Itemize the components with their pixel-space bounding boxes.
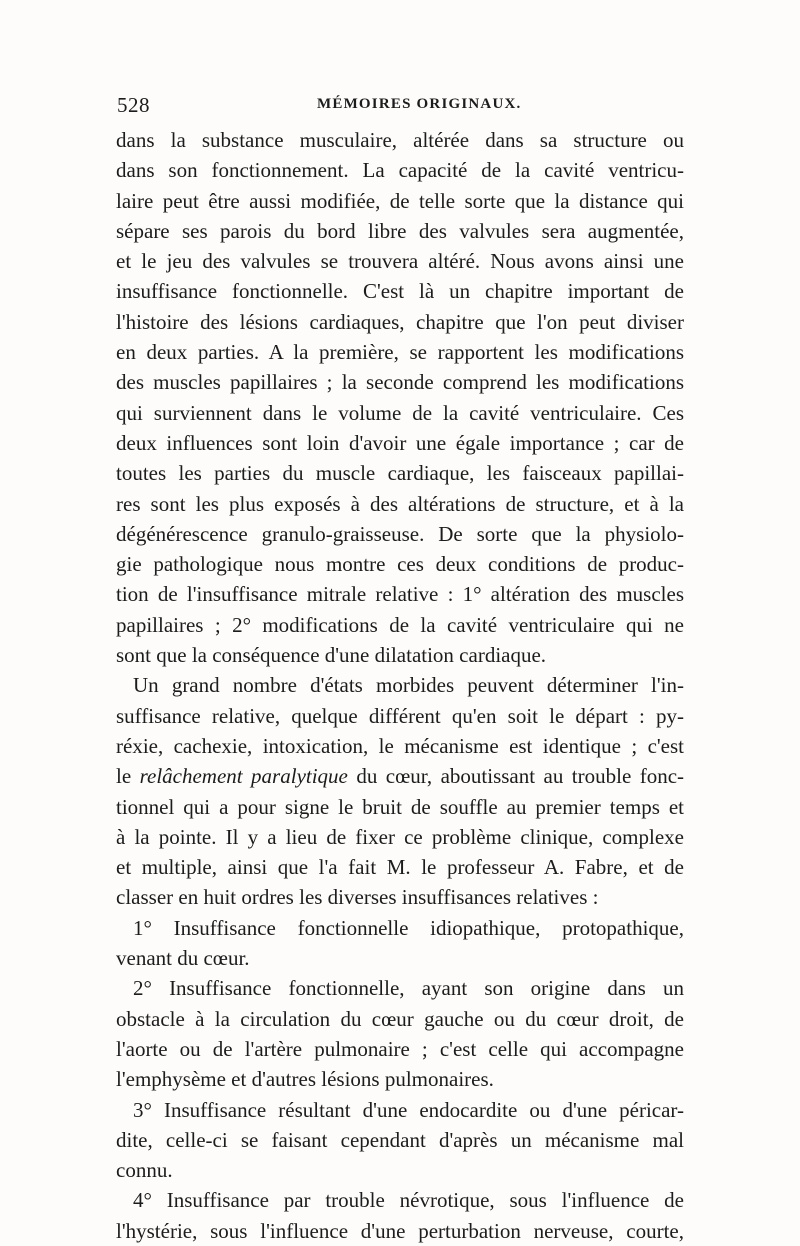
text-line: dans la substance musculaire, altérée dans sa structure ou (116, 128, 684, 152)
text-line: toutes les parties du muscle cardiaque, les faisceaux papillai- (116, 461, 684, 486)
text-line: à la pointe. Il y a lieu de fixer ce problème clinique, complexe (116, 824, 684, 849)
text-line: l'emphysème et d'autres lésions pulmonaires. (116, 1067, 494, 1092)
text-line: sont que la conséquence d'une dilatation cardiaque. (116, 643, 547, 668)
text-line: l'histoire des lésions cardiaques, chapitre que l'on peut diviser (116, 309, 684, 334)
text-line: l'aorte ou de l'artère pulmonaire ; c'est celle qui accompagne (116, 1036, 684, 1061)
text-line: gie pathologique nous montre ces deux conditions de produc- (116, 552, 684, 577)
text-line: connu. (116, 1158, 173, 1183)
text-line: 3° Insuffisance résultant d'une endocardite ou d'une péricar- (133, 1097, 684, 1122)
text-line: réxie, cachexie, intoxication, le mécanisme est identique ; c'est (116, 733, 684, 758)
text-line: venant du cœur. (116, 946, 250, 971)
text-line: insuffisance fonctionnelle. C'est là un chapitre important de (116, 279, 684, 304)
page-header (117, 93, 683, 119)
text-line: tion de l'insuffisance mitrale relative : 1° altération des muscles (116, 582, 684, 607)
text-line: 2° Insuffisance fonctionnelle, ayant son origine dans un (133, 976, 684, 1001)
text-line: laire peut être aussi modifiée, de telle sorte que la distance qui (116, 188, 684, 213)
text-line: suffisance relative, quelque différent qu'en soit le départ : py- (116, 703, 684, 728)
text-line: papillaires ; 2° modifications de la cavité ventriculaire qui ne (116, 612, 684, 637)
text-line: obstacle à la circulation du cœur gauche ou du cœur droit, de (116, 1006, 684, 1031)
text-line: deux influences sont loin d'avoir une égale importance ; car de (116, 430, 684, 455)
text-line: et multiple, ainsi que l'a fait M. le professeur A. Fabre, et de (116, 855, 684, 880)
text-line: classer en huit ordres les diverses insuffisances relatives : (116, 885, 599, 910)
text-line: tionnel qui a pour signe le bruit de souffle au premier temps et (116, 794, 684, 819)
text-line: 4° Insuffisance par trouble névrotique, sous l'influence de (133, 1188, 684, 1213)
text-line: l'hystérie, sous l'influence d'une perturbation nerveuse, courte, (116, 1218, 684, 1243)
text-line: dans son fonctionnement. La capacité de la cavité ventricu- (116, 158, 684, 183)
text-line: sépare ses parois du bord libre des valvules sera augmentée, (116, 218, 684, 243)
running-title: MÉMOIRES ORIGINAUX. (317, 96, 522, 112)
body-text (116, 125, 684, 1246)
text-line: le relâchement paralytique du cœur, aboutissant au trouble fonc- (116, 764, 685, 789)
text-line: des muscles papillaires ; la seconde comprend les modifications (116, 370, 684, 395)
text-line: en deux parties. A la première, se rapportent les modifications (116, 340, 684, 365)
page-number: 528 (117, 93, 150, 117)
text-line: dégénérescence granulo-graisseuse. De sorte que la physiolo- (116, 521, 684, 546)
text-line: qui surviennent dans le volume de la cavité ventriculaire. Ces (116, 400, 684, 425)
text-line: Un grand nombre d'états morbides peuvent déterminer l'in- (133, 673, 684, 698)
text-line: 1° Insuffisance fonctionnelle idiopathique, protopathique, (133, 915, 684, 940)
text-line: et le jeu des valvules se trouvera altéré. Nous avons ainsi une (116, 249, 684, 274)
italic-phrase: relâchement paralytique (139, 764, 348, 789)
text-line: res sont les plus exposés à des altérations de structure, et à la (116, 491, 684, 516)
text-line: dite, celle-ci se faisant cependant d'après un mécanisme mal (116, 1127, 684, 1152)
